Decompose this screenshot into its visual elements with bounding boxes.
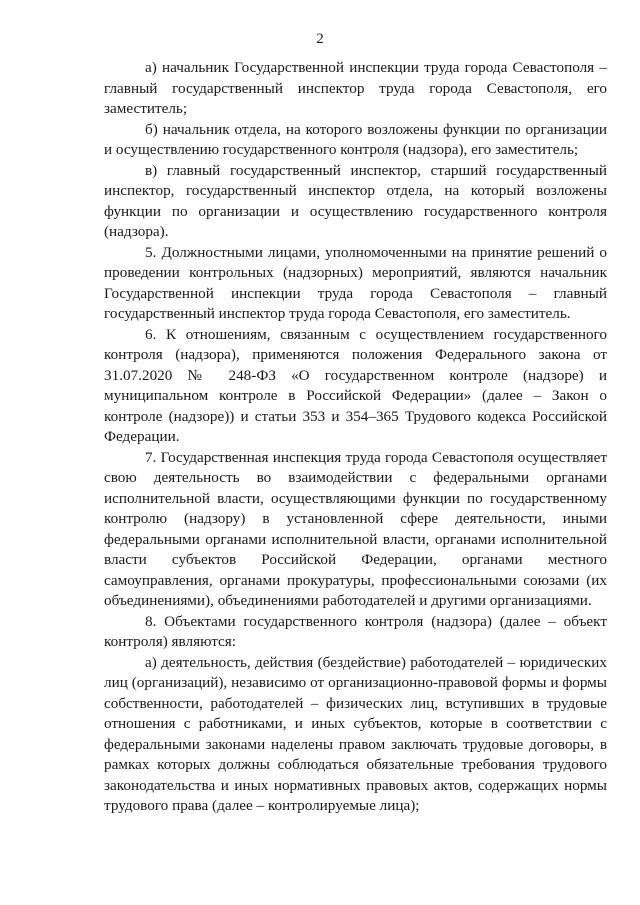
document-body <box>104 58 607 817</box>
paragraph-4a: а) начальник Государственной инспекции труда города Севастополя – главный государственный инспектор труда города Севастополя, его заместитель; <box>104 59 607 117</box>
paragraph-6: 6. К отношениям, связанным с осуществлением государственного контроля (надзора), применяются положения Федерального закона от 31.07.2020 № 248-ФЗ «О государственном контроле (надзоре) и муниципальном контроле в Российской Федерации» (далее – Закон о контроле (надзоре)) и статьи 353 и 354–365 Трудового кодекса Российской Федерации. <box>104 325 607 445</box>
paragraph-7: 7. Государственная инспекция труда города Севастополя осуществляет свою деятельность во взаимодействии с федеральными органами исполнительной власти, осуществляющими функции по государственному контролю (надзору) в установленной сфере деятельности, иными федеральными органами исполнительной власти, органами исполнительной власти субъектов Российской Федерации, органами местного самоуправления, органами прокуратуры, профессиональными союзами (их объединениями), объединениями работодателей и другими организациями. <box>104 448 607 609</box>
paragraph-5: 5. Должностными лицами, уполномоченными на принятие решений о проведении контрольных (надзорных) мероприятий, являются начальник Государственной инспекции труда города Севастополя – главный государственный инспектор труда города Севастополя, его заместитель. <box>104 243 607 322</box>
paragraph-8a: а) деятельность, действия (бездействие) работодателей – юридических лиц (организаций), независимо от организационно-правовой формы и формы собственности, работодателей – физических лиц, вступивших в трудовые отношения с работниками, и иных субъектов, которые в соответствии с федеральными законами наделены правом заключать трудовые договоры, в рамках которых должны соблюдаться обязательные требования трудового законодательства и иных нормативных правовых актов, содержащих нормы трудового права (далее – контролируемые лица); <box>104 653 607 814</box>
paragraph-4c: в) главный государственный инспектор, старший государственный инспектор, государственный инспектор отдела, на который возложены функции по организации и осуществлению государственного контроля (надзора). <box>104 161 607 240</box>
page-number: 2 <box>316 31 324 47</box>
paragraph-4b: б) начальник отдела, на которого возложены функции по организации и осуществлению государственного контроля (надзора), его заместитель; <box>104 120 607 158</box>
paragraph-8: 8. Объектами государственного контроля (надзора) (далее – объект контроля) являются: <box>104 612 607 650</box>
